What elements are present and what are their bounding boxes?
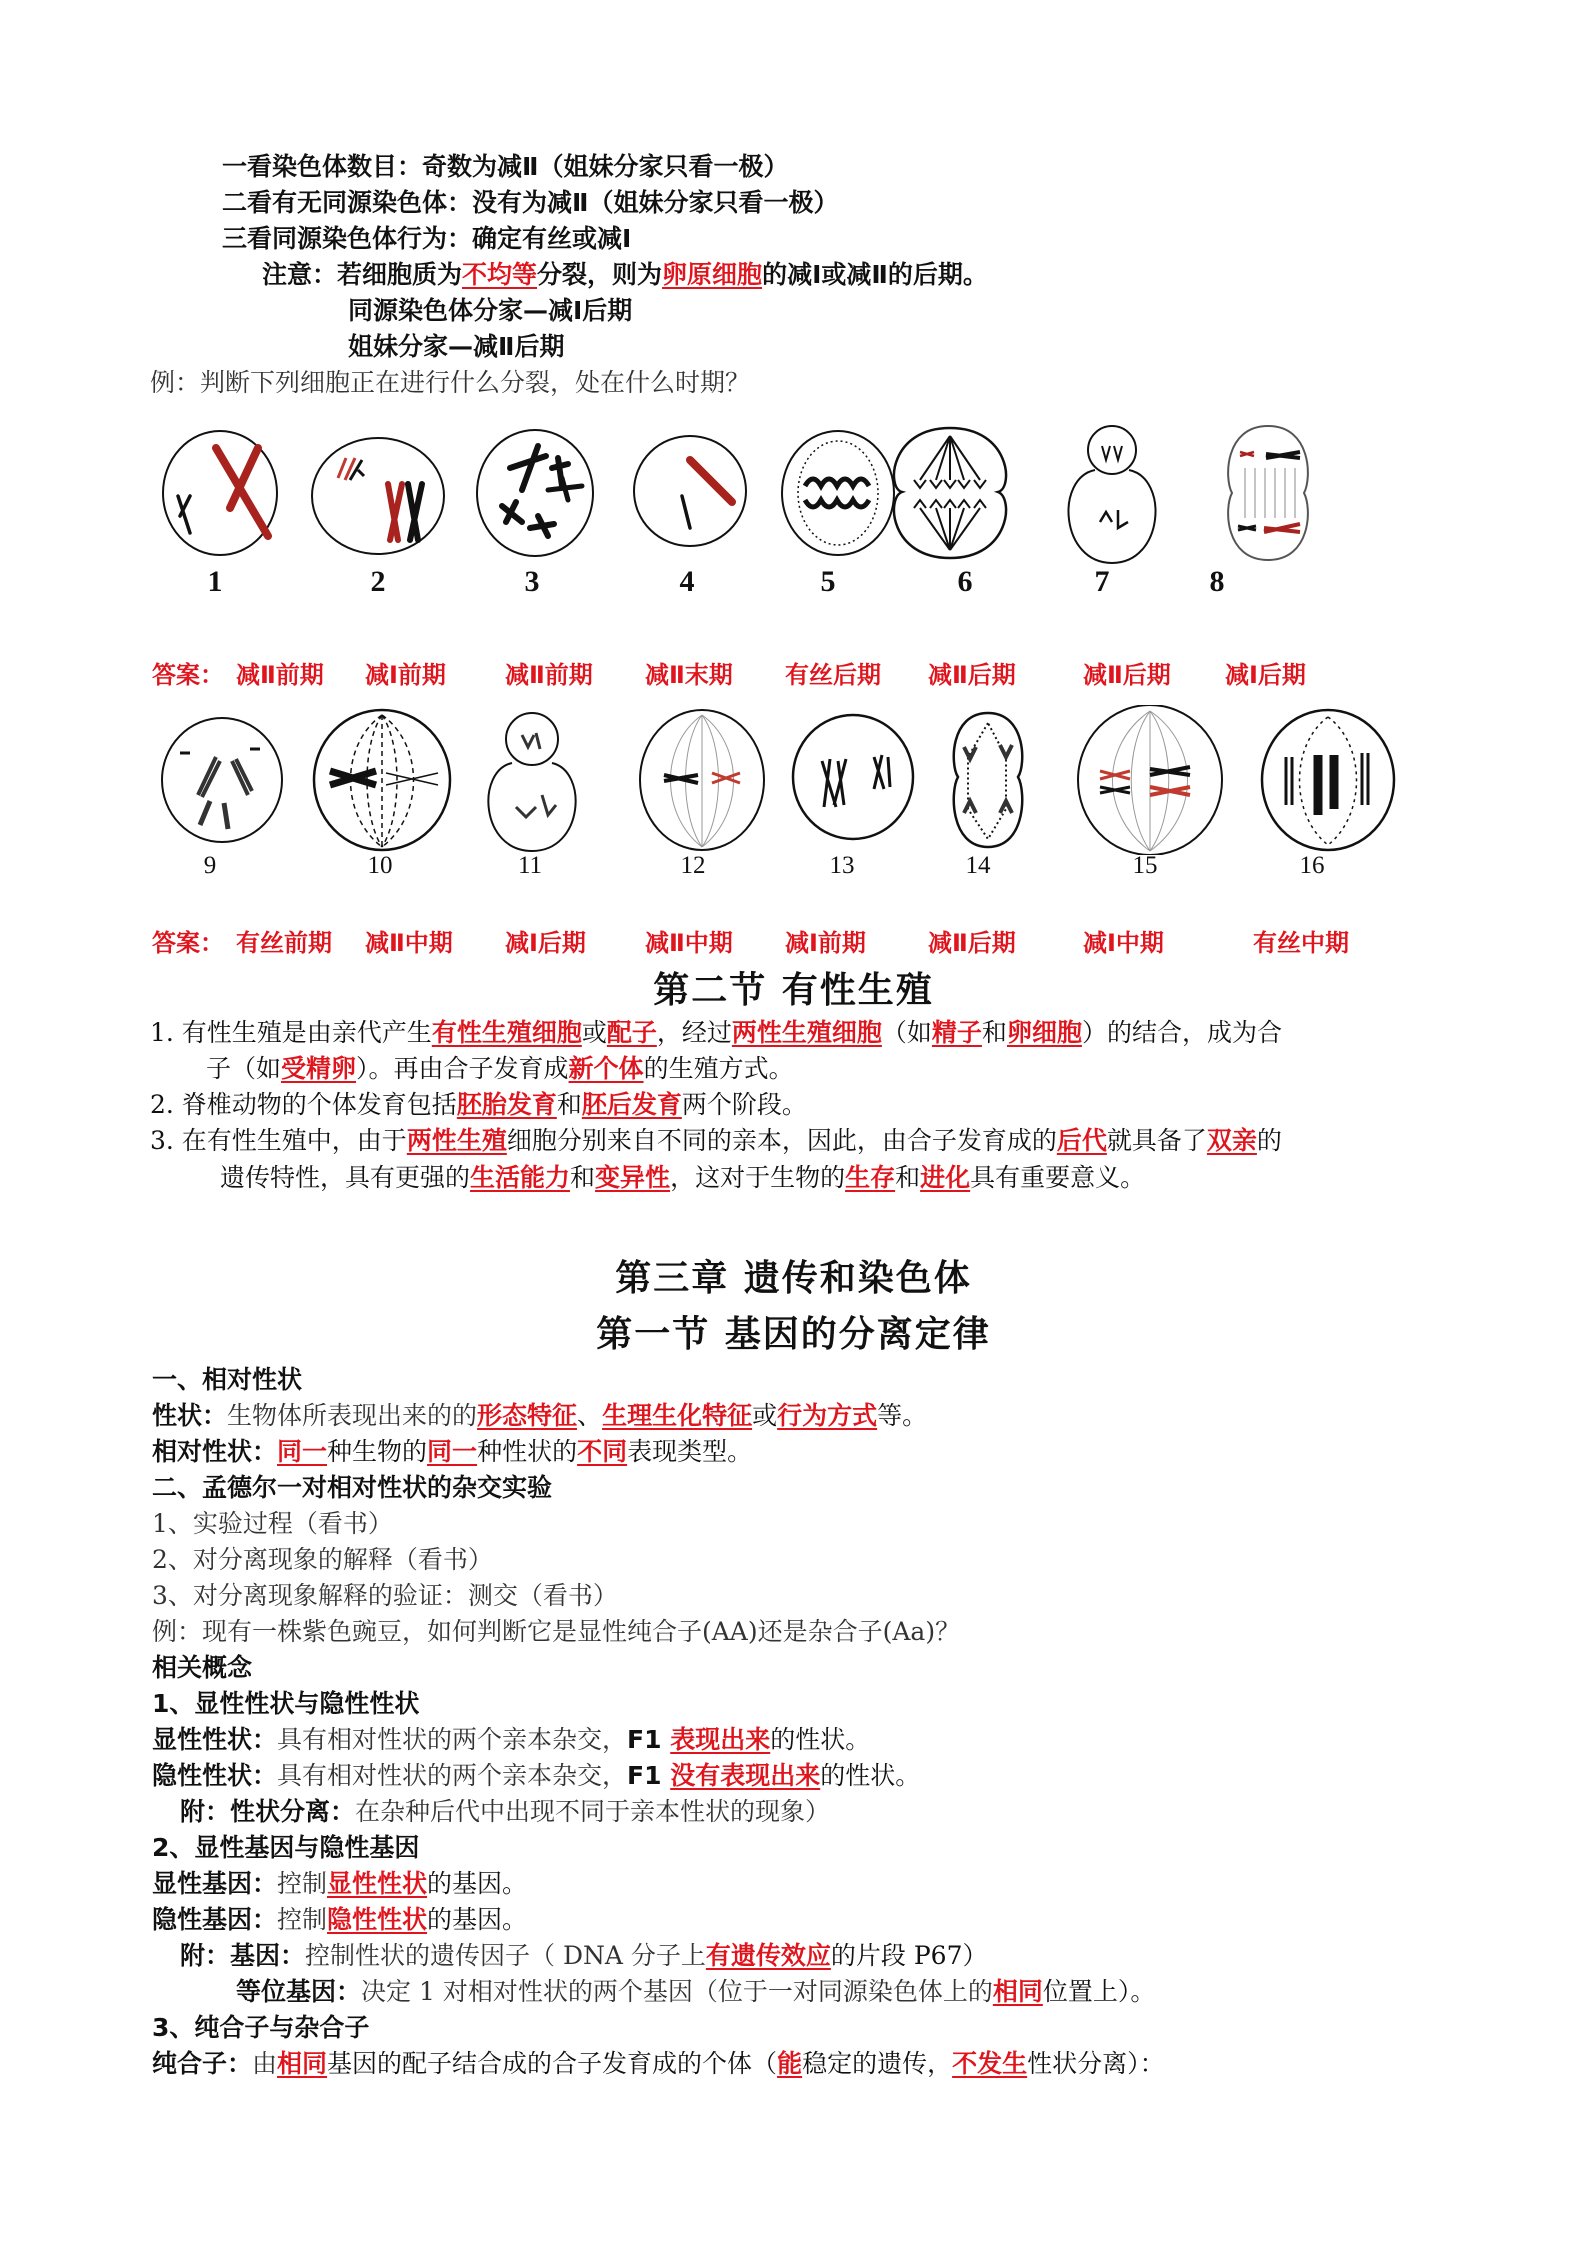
paragraph-1-cont: 子（如受精卵）。再由合子发育成新个体的生殖方式。 [206, 1054, 794, 1083]
example-question-2: 例：现有一株紫色豌豆，如何判断它是显性纯合子(AA)还是杂合子(Aa)？ [152, 1617, 961, 1646]
cell-diagram-row-1 [150, 418, 1350, 568]
note-line [262, 258, 988, 292]
cell-figure-11 [488, 713, 575, 851]
example-question-1: 例：判断下列细胞正在进行什么分裂，处在什么时期？ [150, 368, 751, 397]
figure-number: 1 [207, 565, 223, 598]
answer-item: 有丝前期 [236, 929, 332, 957]
answer-item: 减Ⅱ中期 [645, 929, 733, 957]
cell-figure-14 [954, 713, 1022, 847]
section-title-segregation: 第一节 基因的分离定律 [596, 1314, 991, 1355]
cell-figure-5 [782, 431, 894, 555]
definition-allele: 等位基因：决定 1 对相对性状的两个基因（位于一对同源染色体上的相同位置上）。 [236, 1977, 1156, 2006]
answer-item: 减Ⅰ后期 [1225, 661, 1306, 689]
definition-recessive-trait: 隐性性状：具有相对性状的两个亲本杂交，F1 没有表现出来的性状。 [152, 1761, 921, 1790]
figure-number: 2 [370, 565, 386, 598]
figure-number: 7 [1094, 565, 1110, 598]
note-line-2: 同源染色体分家—减Ⅰ后期 [348, 296, 633, 325]
cell-figure-8 [1228, 426, 1308, 560]
figure-number: 14 [965, 852, 991, 879]
answer-item: 减Ⅰ中期 [1083, 929, 1164, 957]
cell-figure-13 [793, 715, 913, 839]
definition-recessive-gene: 隐性基因：控制隐性性状的基因。 [152, 1905, 528, 1934]
heading-related-concepts: 相关概念 [152, 1653, 253, 1682]
answer-item: 减Ⅱ后期 [928, 661, 1016, 689]
figure-number: 6 [957, 565, 973, 598]
cell-figure-10 [314, 710, 450, 850]
figure-number: 11 [517, 852, 543, 879]
note-text: 注意：若细胞质为 [262, 260, 463, 289]
figure-number: 4 [679, 565, 695, 598]
cell-figure-9 [162, 718, 282, 842]
cell-figure-6 [894, 428, 1006, 558]
figure-number: 13 [829, 852, 855, 879]
figure-number: 16 [1299, 852, 1325, 879]
answer-item: 减Ⅰ前期 [365, 661, 446, 689]
answer-item: 减Ⅰ后期 [505, 929, 586, 957]
subheading-homozygote-heterozygote: 3、纯合子与杂合子 [152, 2013, 370, 2042]
figure-number: 8 [1209, 565, 1225, 598]
rule-line-1: 一看染色体数目：奇数为减Ⅱ（姐妹分家只看一极） [222, 152, 789, 181]
paragraph-1: 1. 有性生殖是由亲代产生有性生殖细胞或配子，经过两性生殖细胞（如精子和卵细胞）的结合，成为合 [150, 1018, 1282, 1047]
figure-number: 3 [524, 565, 540, 598]
answer-item: 减Ⅰ前期 [785, 929, 866, 957]
note-text: 分裂，则为 [537, 260, 663, 289]
subheading-dominant-recessive-traits: 1、显性性状与隐性性状 [152, 1689, 420, 1718]
definition-dominant-trait: 显性性状：具有相对性状的两个亲本杂交，F1 表现出来的性状。 [152, 1725, 871, 1754]
heading-relative-traits: 一、相对性状 [152, 1365, 303, 1394]
definition-relative-trait: 相对性状：同一种生物的同一种性状的不同表现类型。 [152, 1437, 753, 1466]
highlight-term: 卵原细胞 [662, 260, 763, 289]
cell-figure-2 [312, 438, 444, 554]
cell-figure-16 [1262, 710, 1394, 850]
cell-figure-12 [640, 710, 764, 850]
answer-label: 答案： [152, 929, 224, 957]
cell-diagram-row-2 [150, 705, 1400, 855]
answer-item: 减Ⅱ前期 [236, 661, 324, 689]
answer-item: 减Ⅱ末期 [645, 661, 733, 689]
note-text: 的减Ⅰ或减Ⅱ的后期。 [762, 260, 988, 289]
paragraph-2: 2. 脊椎动物的个体发育包括胚胎发育和胚后发育两个阶段。 [150, 1090, 807, 1119]
chapter-title: 第三章 遗传和染色体 [615, 1258, 972, 1299]
answer-item: 减Ⅱ中期 [365, 929, 453, 957]
figure-number: 10 [367, 852, 393, 879]
answer-item: 减Ⅱ前期 [505, 661, 593, 689]
note-trait-segregation: 附：性状分离：在杂种后代中出现不同于亲本性状的现象） [180, 1797, 831, 1826]
rule-line-3: 三看同源染色体行为：确定有丝或减Ⅰ [222, 224, 632, 253]
cell-figure-7 [1062, 426, 1162, 564]
answer-item: 有丝中期 [1253, 929, 1349, 957]
cell-figure-1 [163, 431, 277, 555]
note-line-3: 姐妹分家—减Ⅱ后期 [348, 332, 565, 361]
paragraph-3: 3. 在有性生殖中，由于两性生殖细胞分别来自不同的亲本，因此，由合子发育成的后代就具备了双亲的 [150, 1126, 1282, 1155]
note-gene: 附：基因：控制性状的遗传因子（ DNA 分子上有遗传效应的片段 P67） [180, 1941, 988, 1970]
definition-homozygote: 纯合子：由相同基因的配子结合成的合子发育成的个体（能稳定的遗传，不发生性状分离）： [152, 2049, 1165, 2078]
answer-item: 减Ⅱ后期 [1083, 661, 1171, 689]
cell-figure-4 [634, 436, 746, 546]
heading-mendel-experiment: 二、孟德尔一对相对性状的杂交实验 [152, 1473, 553, 1502]
highlight-term: 不均等 [462, 260, 538, 289]
definition-dominant-gene: 显性基因：控制显性性状的基因。 [152, 1869, 528, 1898]
answer-item: 减Ⅱ后期 [928, 929, 1016, 957]
subheading-dominant-recessive-genes: 2、显性基因与隐性基因 [152, 1833, 420, 1862]
answer-item: 有丝后期 [785, 661, 881, 689]
cell-figure-3 [477, 430, 593, 556]
figure-number: 12 [680, 852, 706, 879]
section-title-sexual-reproduction: 第二节 有性生殖 [653, 970, 934, 1011]
answer-label: 答案： [152, 661, 224, 689]
paragraph-3-cont: 遗传特性，具有更强的生活能力和变异性，这对于生物的生存和进化具有重要意义。 [220, 1163, 1146, 1192]
figure-number: 5 [820, 565, 836, 598]
list-item: 2、对分离现象的解释（看书） [152, 1545, 493, 1574]
figure-number: 9 [203, 852, 217, 879]
cell-figure-15 [1078, 705, 1222, 855]
list-item: 3、对分离现象解释的验证：测交（看书） [152, 1581, 618, 1610]
list-item: 1、实验过程（看书） [152, 1509, 393, 1538]
figure-number: 15 [1132, 852, 1158, 879]
definition-trait: 性状：生物体所表现出来的的形态特征、生理生化特征或行为方式等。 [152, 1401, 928, 1430]
rule-line-2: 二看有无同源染色体：没有为减Ⅱ（姐妹分家只看一极） [222, 188, 839, 217]
